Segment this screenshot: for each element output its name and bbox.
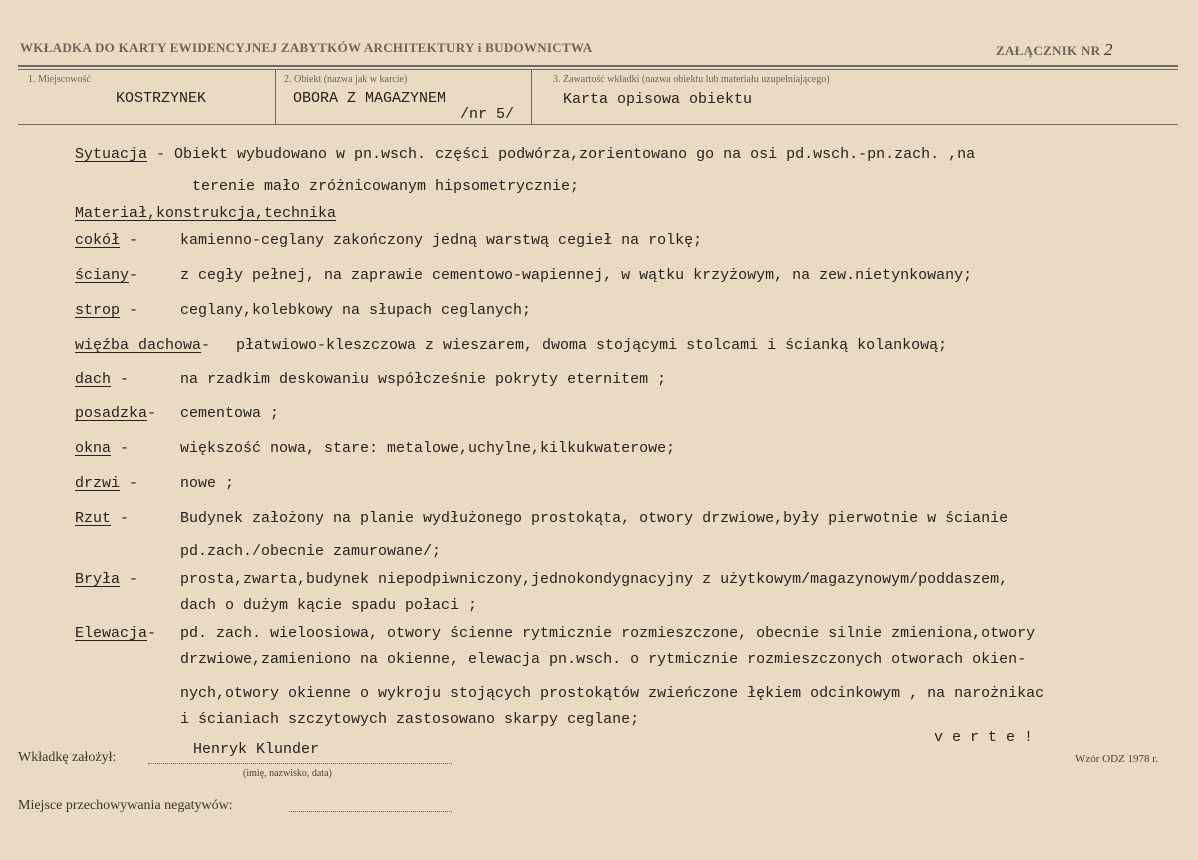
row-cokol <box>75 232 138 249</box>
attachment-label-text: ZAŁĄCZNIK NR <box>996 43 1101 58</box>
field-divider-2 <box>531 70 532 124</box>
row-term: dach <box>75 371 112 388</box>
row-rzut <box>75 510 129 527</box>
field2-value: OBORA Z MAGAZYNEM <box>293 90 447 107</box>
card-title: WKŁADKA DO KARTY EWIDENCYJNEJ ZABYTKÓW ARCHITEKTURY i BUDOWNICTWA <box>20 40 593 55</box>
row-term: okna <box>75 440 112 457</box>
sytuacja-text1: - Obiekt wybudowano w pn.wsch. części podwórza,zorientowano go na osi pd.wsch.-pn.zach. ,na <box>147 146 976 163</box>
row-wiezba <box>75 337 210 354</box>
rzut-term: Rzut <box>75 510 112 527</box>
elewacja-text4: i ścianiach szczytowych zastosowano skarpy ceglane; <box>180 711 640 728</box>
elewacja-term: Elewacja <box>75 625 148 642</box>
field2-label: 2. Obiekt (nazwa jak w karcie) <box>284 74 408 85</box>
row-drzwi <box>75 475 138 492</box>
elewacja-text3: nych,otwory okienne o wykroju stojących prostokątów zwieńczone łękiem odcinkowym , na narożnikac <box>180 685 1045 702</box>
material-heading: Materiał,konstrukcja,technika <box>75 205 337 222</box>
elewacja-text2: drzwiowe,zamieniono na okienne, elewacja pn.wsch. o rytmicznie rozmieszczonych otworach okien- <box>180 651 1027 668</box>
rzut-text2: pd.zach./obecnie zamurowane/; <box>180 543 442 560</box>
sytuacja-term: Sytuacja <box>75 146 148 163</box>
row-sciany <box>75 267 138 284</box>
attachment-label <box>996 40 1113 60</box>
row-dash: - <box>120 302 139 319</box>
row-dash: - <box>147 405 157 422</box>
row-okna <box>75 440 129 457</box>
attachment-number: 2 <box>1103 40 1113 59</box>
row-dach-text: na rzadkim deskowaniu współcześnie pokryty eternitem ; <box>180 371 667 388</box>
row-term: strop <box>75 302 121 319</box>
row-cokol-text: kamienno-ceglany zakończony jedną warstwą cegieł na rolkę; <box>180 232 703 249</box>
row-term: ściany <box>75 267 130 284</box>
negatives-label: Miejsce przechowywania negatywów: <box>18 798 233 813</box>
row-elewacja <box>75 625 156 642</box>
row-posadzka <box>75 405 156 422</box>
elewacja-dash: - <box>147 625 157 642</box>
field1-value: KOSTRZYNEK <box>116 90 207 107</box>
row-term: posadzka <box>75 405 148 422</box>
sytuacja-line2: terenie mało zróżnicowanym hipsometrycznie; <box>192 178 580 195</box>
negatives-dotted-line <box>289 811 452 812</box>
bryla-dash: - <box>120 571 139 588</box>
bryla-term: Bryła <box>75 571 121 588</box>
verte-note: v e r t e ! <box>934 729 1034 746</box>
founder-dotted-line <box>148 763 452 764</box>
row-dash: - <box>129 267 139 284</box>
bryla-text2: dach o dużym kącie spadu połaci ; <box>180 597 478 614</box>
row-drzwi-text: nowe ; <box>180 475 235 492</box>
row-strop-text: ceglany,kolebkowy na słupach ceglanych; <box>180 302 532 319</box>
founder-value: Henryk Klunder <box>193 741 320 758</box>
row-term: więźba dachowa <box>75 337 202 354</box>
row-posadzka-text: cementowa ; <box>180 405 280 422</box>
row-sciany-text: z cegły pełnej, na zaprawie cementowo-wapiennej, w wątku krzyżowym, na zew.nietynkowany; <box>180 267 973 284</box>
field-divider-1 <box>275 70 276 124</box>
sytuacja-line1 <box>75 146 975 163</box>
row-dach <box>75 371 129 388</box>
rzut-text1: Budynek założony na planie wydłużonego prostokąta, otwory drzwiowe,były pierwotnie w ścianie <box>180 510 1009 527</box>
row-dash: - <box>201 337 211 354</box>
field3-value: Karta opisowa obiektu <box>563 91 753 108</box>
row-okna-text: większość nowa, stare: metalowe,uchylne,kilkukwaterowe; <box>180 440 676 457</box>
row-term: drzwi <box>75 475 121 492</box>
elewacja-text1: pd. zach. wieloosiowa, otwory ścienne rytmicznie rozmieszczone, obecnie silnie zmieniona,otwory <box>180 625 1036 642</box>
field3-label: 3. Zawartość wkładki (nazwa obiektu lub materiału uzupełniającego) <box>553 74 830 85</box>
row-dash: - <box>111 371 130 388</box>
row-term: cokół <box>75 232 121 249</box>
field2-note: /nr 5/ <box>460 106 515 123</box>
row-dash: - <box>120 475 139 492</box>
bryla-text1: prosta,zwarta,budynek niepodpiwniczony,jednokondygnacyjny z użytkowym/magazynowym/poddaszem, <box>180 571 1009 588</box>
row-dash: - <box>120 232 139 249</box>
row-wiezba-text: płatwiowo-kleszczowa z wieszarem, dwoma stojącymi stolcami i ścianką kolankową; <box>236 337 948 354</box>
form-reference: Wzór ODZ 1978 r. <box>1075 753 1159 765</box>
fields-rule <box>18 124 1178 125</box>
header-rule <box>18 65 1178 67</box>
row-strop <box>75 302 138 319</box>
field1-label: 1. Miejscowość <box>28 74 91 85</box>
row-dash: - <box>111 440 130 457</box>
founder-hint: (imię, nazwisko, data) <box>243 768 332 779</box>
founder-label: Wkładkę założył: <box>18 750 117 765</box>
row-bryla <box>75 571 138 588</box>
header-rule-thin <box>18 69 1178 70</box>
rzut-dash: - <box>111 510 130 527</box>
